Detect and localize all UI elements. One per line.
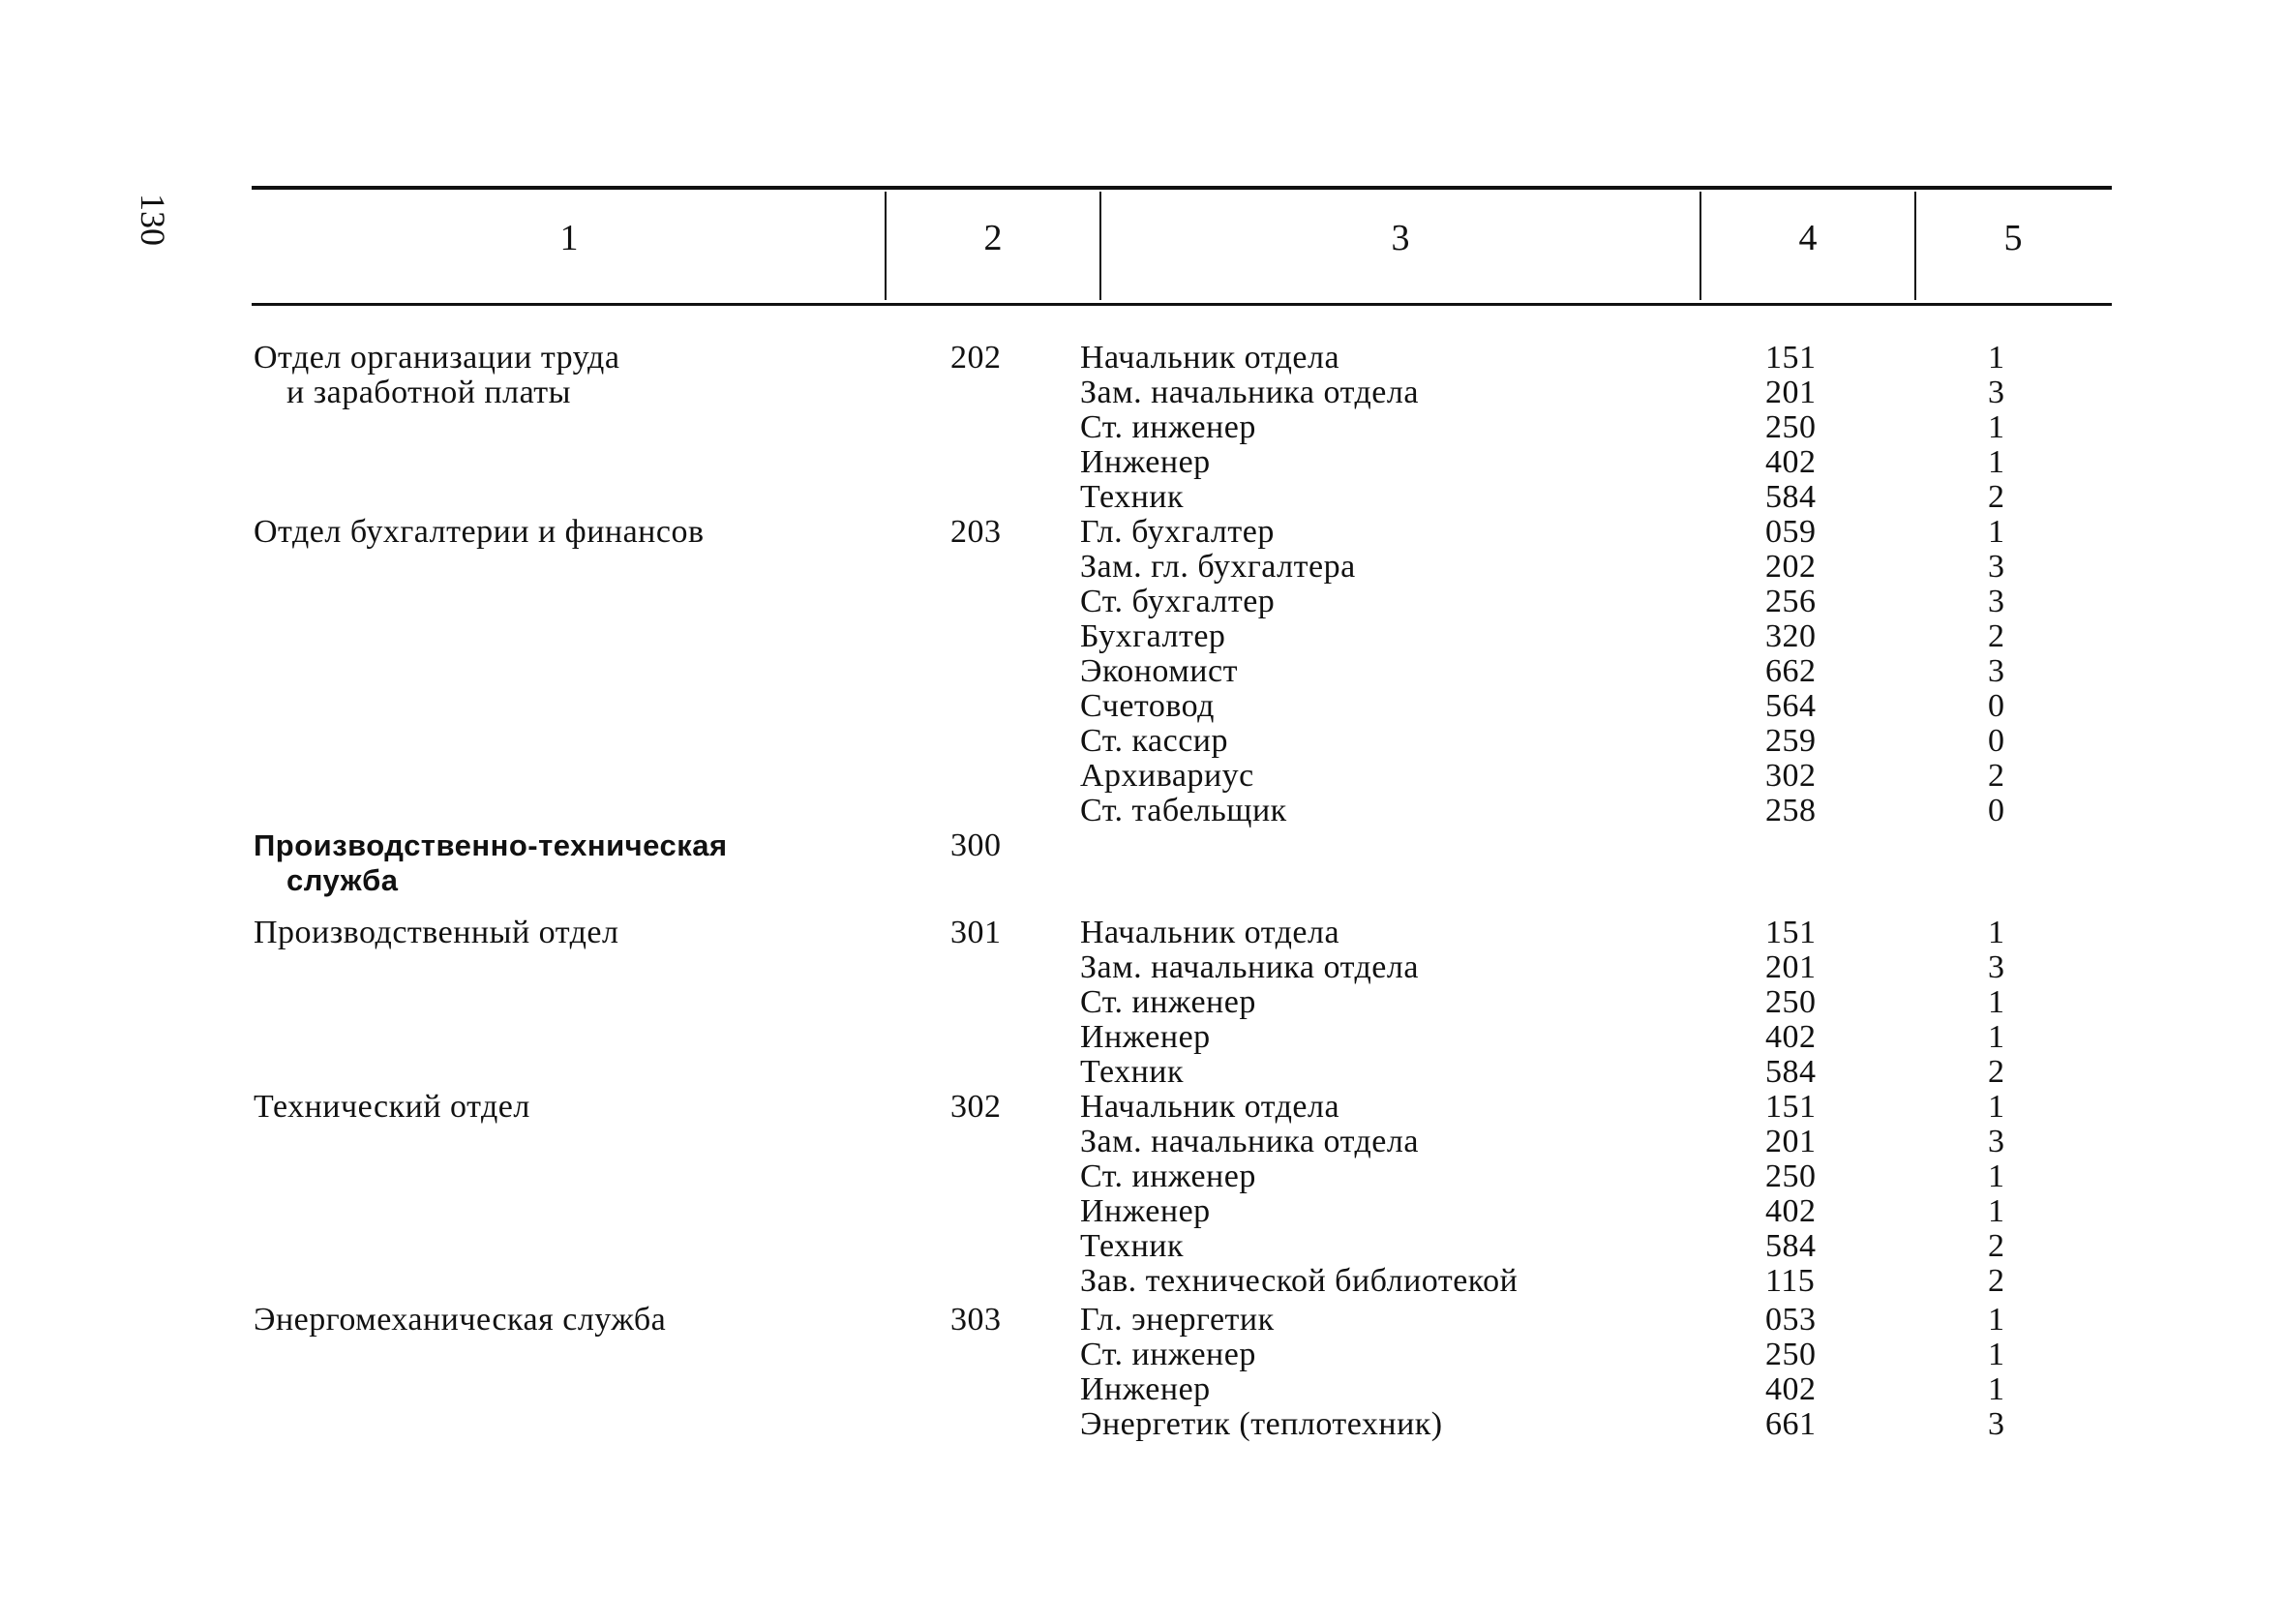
position-count: 1 xyxy=(1988,1019,2005,1055)
column-header-4: 4 xyxy=(1798,218,1818,258)
column-header-1: 1 xyxy=(559,218,579,258)
position-count: 1 xyxy=(1988,409,2005,445)
department-code: 202 xyxy=(950,340,1002,376)
position-title: Счетовод xyxy=(1080,688,1215,724)
position-title: Зам. гл. бухгалтера xyxy=(1080,549,1356,585)
position-count: 3 xyxy=(1988,375,2005,410)
position-title: Зав. технической библиотекой xyxy=(1080,1263,1519,1299)
position-title: Зам. начальника отдела xyxy=(1080,375,1419,410)
position-count: 3 xyxy=(1988,549,2005,585)
position-count: 2 xyxy=(1988,1054,2005,1090)
position-code: 259 xyxy=(1765,723,1817,759)
position-code: 402 xyxy=(1765,1019,1817,1055)
position-title: Ст. инженер xyxy=(1080,1158,1256,1194)
position-count: 2 xyxy=(1988,758,2005,794)
position-code: 250 xyxy=(1765,1337,1817,1372)
position-code: 059 xyxy=(1765,514,1817,550)
department-code: 303 xyxy=(950,1302,1002,1338)
position-code: 201 xyxy=(1765,375,1817,410)
department-code: 203 xyxy=(950,514,1002,550)
position-title: Энергетик (теплотехник) xyxy=(1080,1406,1443,1442)
position-code: 320 xyxy=(1765,618,1817,654)
position-code: 402 xyxy=(1765,444,1817,480)
position-code: 584 xyxy=(1765,479,1817,515)
position-code: 302 xyxy=(1765,758,1817,794)
position-count: 1 xyxy=(1988,1089,2005,1125)
position-code: 584 xyxy=(1765,1054,1817,1090)
position-count: 1 xyxy=(1988,915,2005,950)
position-title: Начальник отдела xyxy=(1080,915,1340,950)
position-count: 2 xyxy=(1988,618,2005,654)
position-code: 661 xyxy=(1765,1406,1817,1442)
position-title: Ст. бухгалтер xyxy=(1080,584,1276,619)
position-count: 3 xyxy=(1988,1406,2005,1442)
position-title: Инженер xyxy=(1080,1371,1211,1407)
position-count: 2 xyxy=(1988,479,2005,515)
position-title: Ст. инженер xyxy=(1080,1337,1256,1372)
position-title: Ст. кассир xyxy=(1080,723,1229,759)
position-code: 201 xyxy=(1765,949,1817,985)
position-title: Бухгалтер xyxy=(1080,618,1226,654)
position-code: 402 xyxy=(1765,1371,1817,1407)
department-name xyxy=(254,515,705,550)
department-code: 301 xyxy=(950,915,1002,950)
department-name xyxy=(254,1090,530,1125)
position-title: Зам. начальника отдела xyxy=(1080,949,1419,985)
position-title: Техник xyxy=(1080,1228,1185,1264)
department-name xyxy=(254,341,619,410)
department-code: 300 xyxy=(950,827,1002,863)
position-count: 2 xyxy=(1988,1228,2005,1264)
department-name-line: Производственно-техническая xyxy=(254,828,728,862)
position-code: 250 xyxy=(1765,409,1817,445)
position-code: 202 xyxy=(1765,549,1817,585)
department-name xyxy=(254,828,728,898)
department-code: 302 xyxy=(950,1089,1002,1125)
department-name-line: Отдел организации труда xyxy=(254,340,620,376)
position-title: Инженер xyxy=(1080,444,1211,480)
position-count: 3 xyxy=(1988,1124,2005,1159)
position-title: Техник xyxy=(1080,479,1185,515)
position-count: 1 xyxy=(1988,1158,2005,1194)
position-title: Ст. табельщик xyxy=(1080,793,1287,828)
position-title: Экономист xyxy=(1080,653,1238,689)
position-title: Инженер xyxy=(1080,1019,1211,1055)
position-title: Ст. инженер xyxy=(1080,984,1256,1020)
position-count: 1 xyxy=(1988,444,2005,480)
position-count: 1 xyxy=(1988,340,2005,376)
header-bottom-rule xyxy=(252,303,2112,306)
position-count: 1 xyxy=(1988,1193,2005,1229)
department-name-line: Энергомеханическая служба xyxy=(254,1302,667,1338)
position-count: 0 xyxy=(1988,688,2005,724)
position-code: 250 xyxy=(1765,984,1817,1020)
department-name-line: и заработной платы xyxy=(286,375,571,410)
position-title: Инженер xyxy=(1080,1193,1211,1229)
position-code: 402 xyxy=(1765,1193,1817,1229)
department-name-line: Производственный отдел xyxy=(254,915,619,950)
department-name xyxy=(254,916,618,950)
position-count: 0 xyxy=(1988,723,2005,759)
position-title: Архивариус xyxy=(1080,758,1254,794)
position-code: 151 xyxy=(1765,915,1817,950)
position-code: 256 xyxy=(1765,584,1817,619)
position-title: Начальник отдела xyxy=(1080,1089,1340,1125)
department-name-line: Отдел бухгалтерии и финансов xyxy=(254,514,705,550)
department-name xyxy=(254,1303,666,1338)
position-code: 662 xyxy=(1765,653,1817,689)
position-code: 115 xyxy=(1765,1263,1816,1299)
position-count: 1 xyxy=(1988,514,2005,550)
department-name-line: Технический отдел xyxy=(254,1089,530,1125)
position-count: 1 xyxy=(1988,1371,2005,1407)
position-title: Гл. бухгалтер xyxy=(1080,514,1275,550)
position-count: 1 xyxy=(1988,1337,2005,1372)
page-number: 130 xyxy=(134,194,172,246)
position-count: 1 xyxy=(1988,1302,2005,1338)
position-title: Техник xyxy=(1080,1054,1185,1090)
position-code: 258 xyxy=(1765,793,1817,828)
position-title: Начальник отдела xyxy=(1080,340,1340,376)
position-code: 564 xyxy=(1765,688,1817,724)
position-count: 3 xyxy=(1988,584,2005,619)
position-count: 3 xyxy=(1988,653,2005,689)
position-code: 584 xyxy=(1765,1228,1817,1264)
position-count: 2 xyxy=(1988,1263,2005,1299)
department-name-line: служба xyxy=(286,863,399,897)
position-title: Ст. инженер xyxy=(1080,409,1256,445)
position-code: 151 xyxy=(1765,340,1817,376)
column-header-2: 2 xyxy=(983,218,1003,258)
position-code: 201 xyxy=(1765,1124,1817,1159)
position-count: 0 xyxy=(1988,793,2005,828)
column-header-3: 3 xyxy=(1391,218,1410,258)
position-title: Зам. начальника отдела xyxy=(1080,1124,1419,1159)
position-title: Гл. энергетик xyxy=(1080,1302,1275,1338)
position-code: 053 xyxy=(1765,1302,1817,1338)
position-count: 1 xyxy=(1988,984,2005,1020)
table-top-rule xyxy=(252,186,2112,190)
position-code: 250 xyxy=(1765,1158,1817,1194)
position-code: 151 xyxy=(1765,1089,1817,1125)
column-header-5: 5 xyxy=(2003,218,2023,258)
position-count: 3 xyxy=(1988,949,2005,985)
